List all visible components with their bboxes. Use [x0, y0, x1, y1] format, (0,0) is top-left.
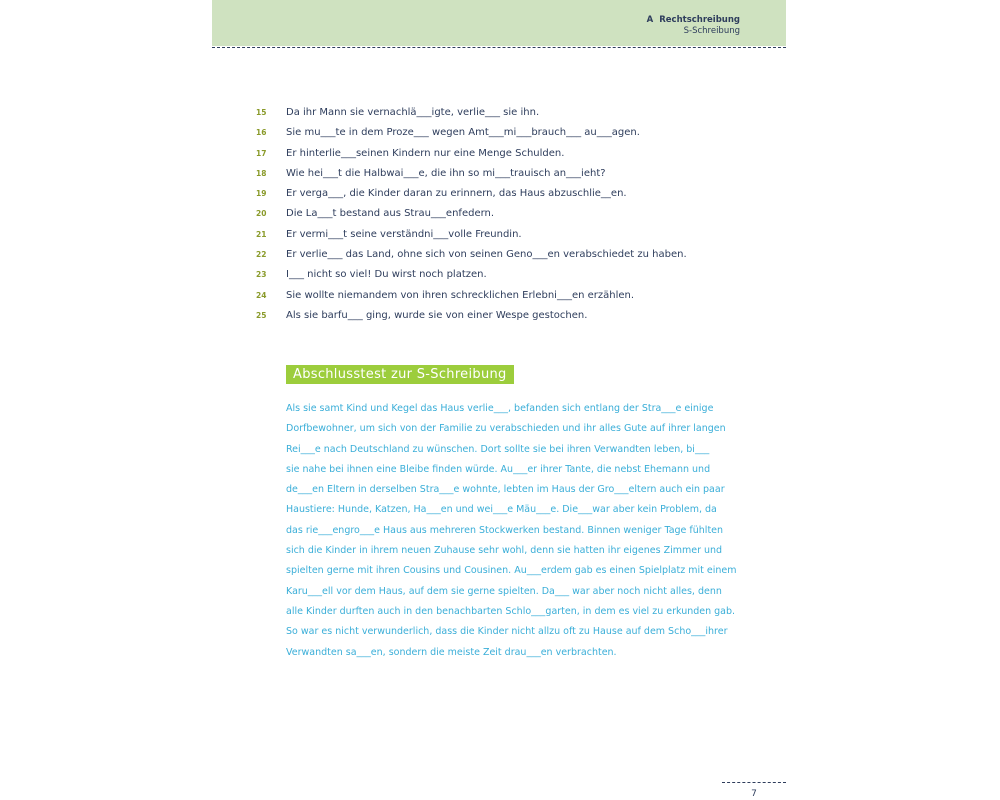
passage-line: alle Kinder durften auch in den benachbarten Schlo___garten, in dem es viel zu erkunden gab. — [286, 605, 736, 617]
passage-line: de___en Eltern in derselben Stra___e wohnte, lebten im Haus der Gro___eltern auch ein paar — [286, 484, 725, 496]
item-sentence: Als sie barfu___ ging, wurde sie von einer Wespe gestochen. — [286, 309, 588, 321]
item-number: 24 — [256, 290, 267, 300]
exercise-item — [256, 184, 776, 204]
page-number: 7 — [751, 789, 757, 799]
exercise-item — [256, 265, 776, 285]
passage-line: Rei___e nach Deutschland zu wünschen. Dort sollte sie bei ihren Verwandten leben, bi___ — [286, 443, 710, 455]
item-number: 17 — [256, 148, 267, 158]
passage-line: spielten gerne mit ihren Cousins und Cousinen. Au___erdem gab es einen Spielplatz mit einem — [286, 565, 737, 577]
section-title: Rechtschreibung — [659, 15, 740, 25]
exercise-item — [256, 144, 776, 164]
test-section-heading: Abschlusstest zur S-Schreibung — [286, 365, 514, 384]
exercise-item — [256, 123, 776, 143]
passage-line: Haustiere: Hunde, Katzen, Ha___en und wei___e Mäu___e. Die___war aber kein Problem, da — [286, 504, 717, 516]
exercise-item — [256, 164, 776, 184]
test-passage — [286, 399, 756, 663]
exercise-item — [256, 245, 776, 265]
exercise-item — [256, 103, 776, 123]
document-page — [212, 0, 786, 800]
exercise-item — [256, 306, 776, 326]
exercise-item — [256, 286, 776, 306]
passage-line: Verwandten sa___en, sondern die meiste Zeit drau___en verbrachten. — [286, 646, 617, 658]
passage-line: Als sie samt Kind und Kegel das Haus verlie___, befanden sich entlang der Stra___e einige — [286, 403, 714, 414]
item-number: 22 — [256, 250, 267, 260]
item-number: 20 — [256, 209, 267, 219]
item-sentence: Sie mu___te in dem Proze___ wegen Amt___mi___brauch___ au___agen. — [286, 127, 640, 139]
item-sentence: Sie wollte niemandem von ihren schrecklichen Erlebni___en erzählen. — [286, 289, 635, 301]
item-sentence: Er vermi___t seine verständni___volle Freundin. — [286, 228, 522, 240]
item-number: 25 — [256, 310, 267, 320]
passage-line: sie nahe bei ihnen eine Bleibe finden würde. Au___er ihrer Tante, die nebst Ehemann und — [286, 463, 711, 475]
passage-line: So war es nicht verwunderlich, dass die Kinder nicht allzu oft zu Hause auf dem Scho___ihrer — [286, 626, 728, 638]
item-number: 19 — [256, 189, 267, 199]
header-divider — [212, 47, 786, 48]
passage-line: Dorfbewohner, um sich von der Familie zu verabschieden und ihr alles Gute auf ihrer langen — [286, 423, 726, 435]
item-sentence: Da ihr Mann sie vernachlä___igte, verlie___ sie ihn. — [286, 107, 540, 118]
running-header — [647, 15, 740, 37]
exercise-list — [256, 103, 776, 326]
header-band — [212, 0, 786, 46]
item-sentence: Er verga___, die Kinder daran zu erinnern, das Haus abzuschlie__en. — [286, 188, 627, 200]
section-letter: A — [646, 15, 654, 25]
subsection-title: S-Schreibung — [683, 26, 740, 36]
item-number: 18 — [256, 168, 267, 178]
item-number: 16 — [256, 128, 267, 138]
item-sentence: Er hinterlie___seinen Kindern nur eine Menge Schulden. — [286, 147, 565, 159]
passage-line: Karu___ell vor dem Haus, auf dem sie gerne spielten. Da___ war aber noch nicht alles, denn — [286, 585, 722, 597]
item-sentence: Die La___t bestand aus Strau___enfedern. — [286, 208, 495, 220]
item-sentence: Wie hei___t die Halbwai___e, die ihn so mi___trauisch an___ieht? — [286, 167, 606, 179]
item-sentence: Er verlie___ das Land, ohne sich von seinen Geno___en verabschiedet zu haben. — [286, 249, 687, 261]
passage-line: das rie___engro___e Haus aus mehreren Stockwerken bestand. Binnen weniger Tage fühlten — [286, 524, 724, 536]
exercise-item — [256, 204, 776, 224]
exercise-item — [256, 225, 776, 245]
item-number: 21 — [256, 229, 267, 239]
item-number: 23 — [256, 270, 267, 280]
item-number: 15 — [256, 108, 267, 117]
passage-line: sich die Kinder in ihrem neuen Zuhause sehr wohl, denn sie hatten ihr eigenes Zimmer und — [286, 545, 723, 557]
item-sentence: I___ nicht so viel! Du wirst noch platzen. — [286, 269, 487, 281]
footer-divider — [722, 782, 786, 783]
